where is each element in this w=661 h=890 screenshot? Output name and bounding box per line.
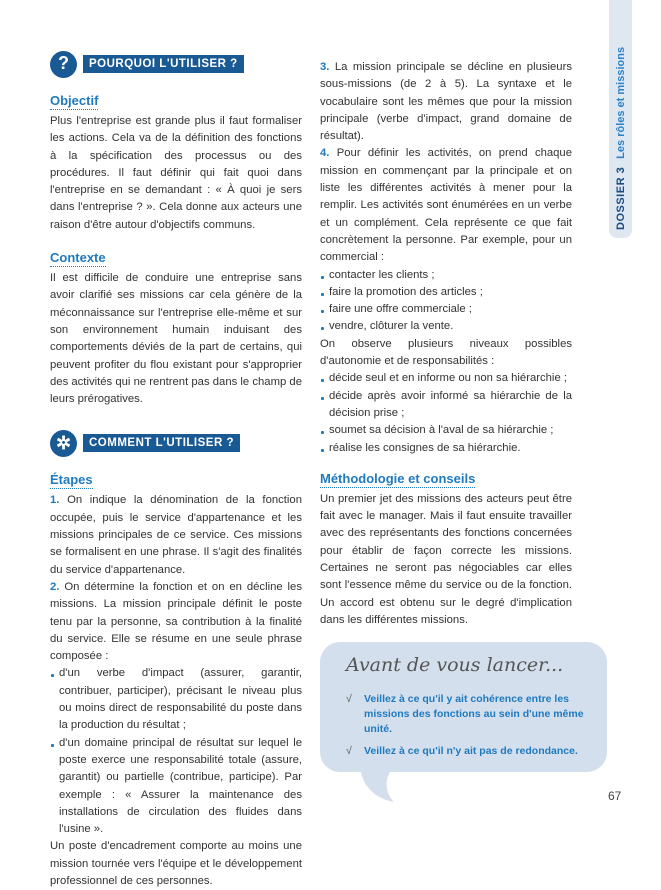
etapes-heading: Étapes [50,472,93,488]
question-icon: ? [50,51,77,78]
dossier-number: DOSSIER 3 [614,166,627,230]
checklist-item: √ Veillez à ce qu'il y ait cohérence entre les missions des fonctions au sein d'une même unité. [346,692,596,737]
step-3-text: La mission principale se décline en plusieurs sous-missions (de 2 à 5). La syntaxe et le vocabulaire sont les mêmes que pour la mission principale (verbe d'impact, grand domaine de résultat). [320,61,573,143]
step-4-number: 4. [320,147,330,160]
gear-icon: ✲ [50,430,77,457]
step-3 [320,59,572,145]
list-item: soumet sa décision à l'aval de sa hiérarchie ; [320,422,572,439]
step-1-number: 1. [50,494,60,507]
pourquoi-label: POURQUOI L'UTILISER ? [83,55,244,73]
list-item: vendre, clôturer la vente. [320,318,572,335]
list-item: décide après avoir informé sa hiérarchie de la décision prise ; [320,388,572,423]
step-2-bullets [50,665,302,838]
list-item: faire une offre commerciale ; [320,301,572,318]
contexte-heading: Contexte [50,250,106,266]
levels-text: On observe plusieurs niveaux possibles d'autonomie et de responsabilités : [320,337,572,368]
page-number: 67 [608,789,622,803]
methodo-heading: Méthodologie et conseils [320,470,476,486]
step-4-bullets [320,267,572,336]
right-column [320,59,572,629]
left-column [50,50,302,890]
callout-box [320,642,607,772]
objectif-text: Plus l'entreprise est grande plus il faut formaliser les actions. Cela va de la définition des fonctions à la spécification des processus ou des procédures. Il faut définir qui fait quoi dans l'entreprise en se demandant : « À quoi je sers dans l'entreprise ? ». Cela donne aux acteurs une raison d'être autour d'objectifs communs. [50,115,302,231]
comment-label: COMMENT L'UTILISER ? [83,434,240,452]
step-4 [320,145,572,266]
comment-header [50,429,302,457]
callout-title: Avant de vous lancer... [346,654,564,676]
callout-checklist [346,692,596,766]
dossier-side-tab [609,0,632,238]
list-item: décide seul et en informe ou non sa hiérarchie ; [320,370,572,387]
step-1 [50,492,302,578]
step-2 [50,579,302,665]
list-item: réalise les consignes de sa hiérarchie. [320,440,572,457]
list-item: contacter les clients ; [320,267,572,284]
step-4-text: Pour définir les activités, on prend chaque mission en commençant par la principale et on liste les différentes activités à mener pour la remplir. Les activités sont énumérées en un verbe et un complément. Cela représente ce que fait concrètement la personne. Par exemple, pour un commercial : [320,147,573,264]
levels-bullets [320,370,572,456]
objectif-heading: Objectif [50,93,99,108]
checklist-item: √ Veillez à ce qu'il n'y ait pas de redondance. [346,744,596,759]
step-2-after: Un poste d'encadrement comporte au moins une mission tournée vers l'équipe et le développement professionnel de ces personnes. [50,840,302,887]
methodo-text: Un premier jet des missions des acteurs peut être fait avec le manager. Mais il faut ensuite travailler avec des représentants des fonctions concernées pour établir de façon correcte les missions. Certaines ne seront pas négociables car elles sont l'essence même du service ou de la fonction. Un accord est obtenu sur le degré d'implication dans les différentes missions. [320,492,572,626]
list-item: d'un verbe d'impact (assurer, garantir, contribuer, participer), précisant le niveau plus ou moins direct de responsabilité du poste dans la production du résultat ; [50,665,302,734]
step-2-number: 2. [50,580,60,593]
list-item: d'un domaine principal de résultat sur lequel le poste exerce une responsabilité totale (assure, garantit) ou partielle (contribue, participe). Par exemple : « Assurer la maintenance des installations de circulation des fluides dans l'usine ». [50,735,302,839]
side-tab-text [615,47,627,230]
step-1-text: On indique la dénomination de la fonction occupée, puis le service d'appartenance et les missions principales de ce service. Ces missions se formalisent en une phrase. Il s'agit des finalités du service d'appartenance. [50,494,303,576]
dossier-title: Les rôles et missions [614,46,627,159]
step-2-text: On détermine la fonction et on en décline les missions. La mission principale définit le poste tenu par la personne, sa contribution à la finalité du service. Elle se résume en une seule phrase composée : [50,580,302,663]
contexte-text: Il est difficile de conduire une entreprise sans avoir clarifié ses missions car cela génère de la méconnaissance sur l'entreprise elle-même et sur son environnement humain induisant des comportements déviés de la part de certains, qui peuvent profiter du flou existant pour s'approprier des activités qui ne rentrent pas dans le champ de leurs prérogatives. [50,272,302,406]
step-3-number: 3. [320,61,330,73]
list-item: faire la promotion des articles ; [320,284,572,301]
pourquoi-header [50,50,302,78]
